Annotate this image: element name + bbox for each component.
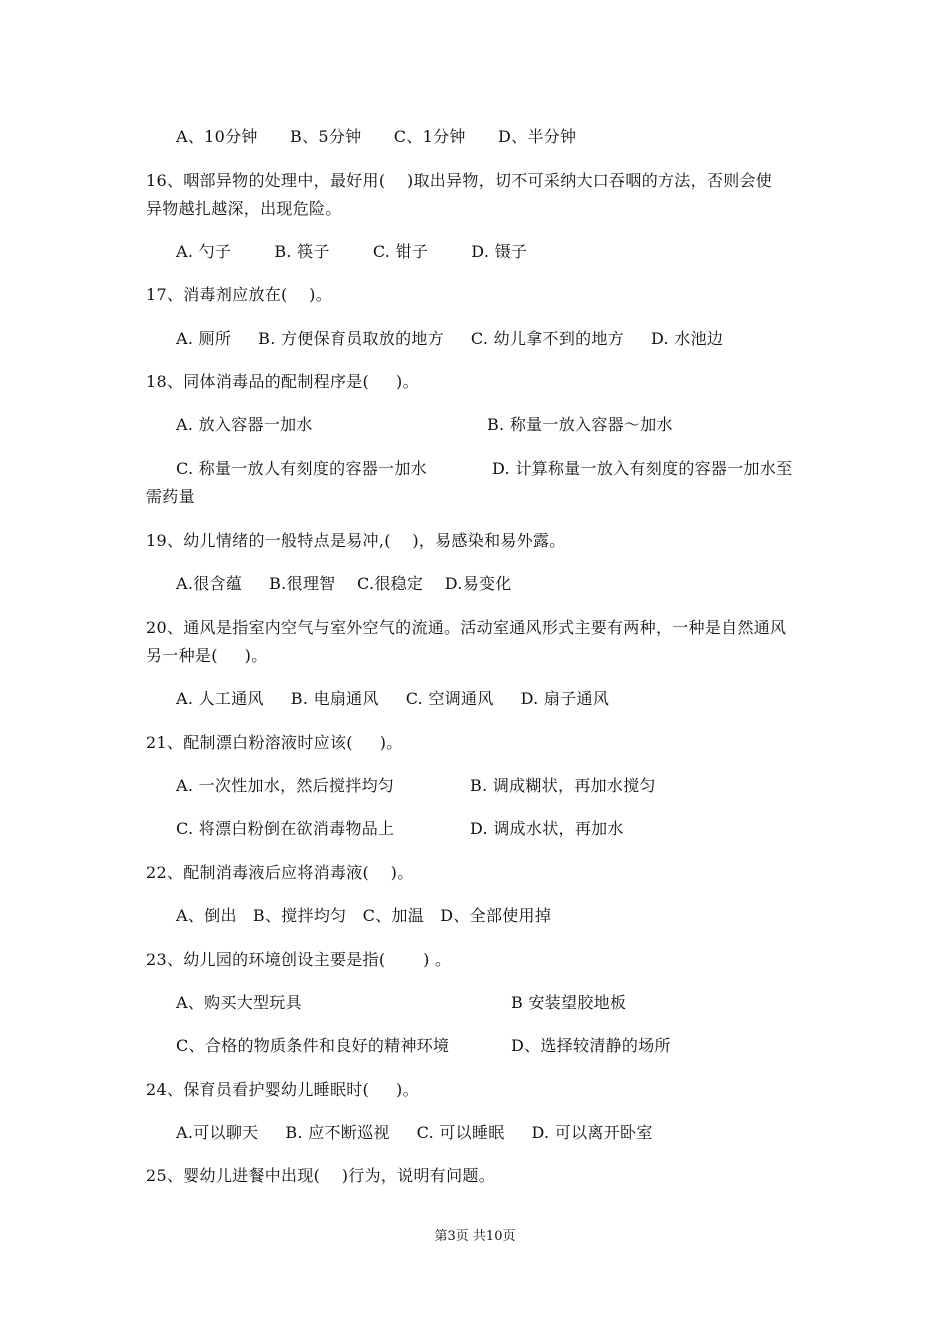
q17-text: 17、消毒剂应放在( )。	[146, 285, 332, 304]
q21-option-c: C. 将漂白粉倒在欲消毒物品上	[176, 819, 395, 838]
q18-option-a: A. 放入容器一加水	[176, 415, 313, 434]
q19-text: 19、幼儿情绪的一般特点是易冲,( )，易感染和易外露。	[146, 531, 566, 550]
q18-option-d: D. 计算称量一放入有刻度的容器一加水至	[492, 459, 793, 478]
q21-option-b: B. 调成糊状，再加水搅匀	[470, 776, 656, 795]
q16-text-line-2: 异物越扎越深，出现危险。	[146, 199, 342, 218]
q16-text-line-1: 16、咽部异物的处理中，最好用( )取出异物，切不可采纳大口吞咽的方法，否则会使	[146, 171, 773, 190]
q15-options: A、10分钟 B、5分钟 C、1分钟 D、半分钟	[176, 127, 577, 146]
q20-text-line-1: 20、通风是指室内空气与室外空气的流通。活动室通风形式主要有两种，一种是自然通风	[146, 618, 787, 637]
q24-options: A.可以聊天 B. 应不断巡视 C. 可以睡眠 D. 可以离开卧室	[176, 1123, 653, 1142]
q18-option-b: B. 称量一放入容器～加水	[487, 415, 673, 434]
q18-option-d-continued: 需药量	[146, 487, 195, 506]
q23-option-c: C、合格的物质条件和良好的精神环境	[176, 1036, 450, 1055]
q23-text: 23、幼儿园的环境创设主要是指( ) 。	[146, 950, 452, 969]
q21-option-a: A. 一次性加水，然后搅拌均匀	[176, 776, 395, 795]
q16-options: A. 勺子 B. 筷子 C. 钳子 D. 镊子	[176, 242, 528, 261]
q23-option-d: D、选择较清静的场所	[511, 1036, 671, 1055]
q18-text: 18、同体消毒品的配制程序是( )。	[146, 372, 419, 391]
q20-text-line-2: 另一种是( )。	[146, 646, 268, 665]
q24-text: 24、保育员看护婴幼儿睡眠时( )。	[146, 1080, 419, 1099]
q17-options: A. 厕所 B. 方便保育员取放的地方 C. 幼儿拿不到的地方 D. 水池边	[176, 329, 724, 348]
q20-options: A. 人工通风 B. 电扇通风 C. 空调通风 D. 扇子通风	[176, 689, 610, 708]
page-footer: 第3页 共10页	[434, 1229, 516, 1244]
q23-option-b: B 安装望胶地板	[511, 993, 627, 1012]
q22-text: 22、配制消毒液后应将消毒液( )。	[146, 863, 414, 882]
q21-option-d: D. 调成水状，再加水	[470, 819, 624, 838]
q21-text: 21、配制漂白粉溶液时应该( )。	[146, 733, 403, 752]
q19-options: A.很含蕴 B.很理智 C.很稳定 D.易变化	[176, 574, 512, 593]
q18-option-c: C. 称量一放人有刻度的容器一加水	[176, 459, 427, 478]
q23-option-a: A、购买大型玩具	[176, 993, 302, 1012]
q25-text: 25、婴幼儿进餐中出现( )行为，说明有问题。	[146, 1166, 495, 1185]
q22-options: A、倒出 B、搅拌均匀 C、加温 D、全部使用掉	[176, 906, 552, 925]
